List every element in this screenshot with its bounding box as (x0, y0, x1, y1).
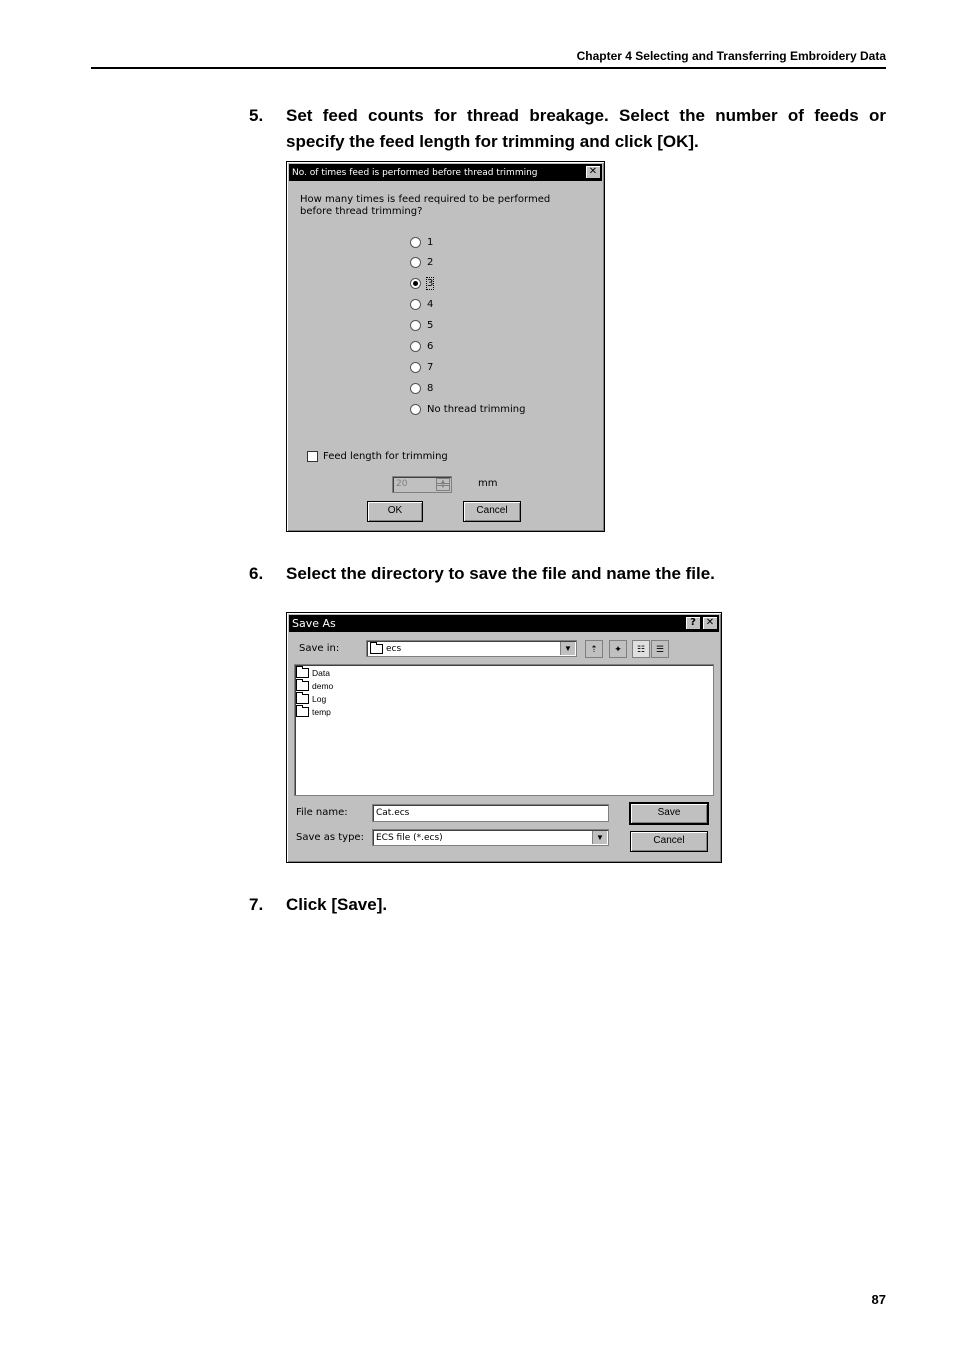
spin-down-icon[interactable]: ▼ (436, 483, 450, 491)
list-view-icon[interactable]: ☷ (632, 640, 650, 658)
step-5-number: 5. (249, 106, 264, 125)
feed-question: How many times is feed required to be performed before thread trimming? (300, 194, 551, 217)
help-icon[interactable]: ? (685, 616, 701, 630)
radio-option-5[interactable] (410, 318, 433, 332)
radio-option-2[interactable] (410, 255, 433, 269)
radio-label: 1 (427, 236, 434, 248)
radio-option-6[interactable] (410, 339, 433, 353)
radio-option-7[interactable] (410, 360, 433, 374)
running-head: Chapter 4 Selecting and Transferring Embroidery Data (576, 49, 886, 63)
save-type-select[interactable] (372, 829, 609, 846)
list-item[interactable] (296, 681, 333, 691)
radio-label: 5 (427, 319, 434, 331)
dropdown-arrow-icon[interactable]: ▼ (592, 831, 607, 844)
cancel-button[interactable]: Cancel (630, 831, 708, 852)
radio-icon (410, 362, 421, 373)
save-button[interactable]: Save (630, 803, 708, 824)
feed-length-value: 20 (396, 479, 408, 489)
header-rule (91, 67, 886, 69)
feed-length-checkbox-row[interactable] (307, 451, 448, 462)
ok-button[interactable]: OK (367, 501, 423, 522)
save-dialog-titlebar (289, 615, 719, 632)
radio-option-3[interactable] (410, 276, 433, 290)
feed-length-spinner[interactable] (392, 476, 452, 493)
feed-dialog-titlebar (289, 164, 602, 181)
folder-icon (296, 707, 309, 717)
file-name-input[interactable] (372, 804, 609, 822)
radio-option-1[interactable] (410, 235, 433, 249)
save-in-combo[interactable] (366, 640, 577, 657)
checkbox-icon (307, 451, 318, 462)
save-in-label: Save in: (299, 643, 340, 654)
radio-label: No thread trimming (427, 403, 526, 415)
step-6-number: 6. (249, 564, 264, 583)
save-in-value: ecs (386, 644, 402, 654)
folder-name: Log (312, 694, 327, 704)
radio-icon (410, 299, 421, 310)
radio-label: 8 (427, 382, 434, 394)
radio-option-8[interactable] (410, 381, 433, 395)
radio-selected-icon (410, 278, 421, 289)
folder-name: demo (312, 681, 334, 691)
folder-open-icon (370, 644, 383, 654)
radio-icon (410, 383, 421, 394)
step-7-text: Click [Save]. (286, 895, 388, 914)
folder-name: Data (312, 668, 330, 678)
radio-label: 3 (427, 277, 434, 289)
folder-icon (296, 668, 309, 678)
details-view-icon[interactable]: ☰ (651, 640, 669, 658)
feed-length-label: Feed length for trimming (323, 451, 448, 462)
up-one-level-icon[interactable]: ⇡ (585, 640, 603, 658)
unit-label: mm (478, 478, 498, 489)
radio-icon (410, 257, 421, 268)
radio-icon (410, 341, 421, 352)
save-dialog-title: Save As (292, 617, 336, 630)
radio-option-no-trim[interactable] (410, 402, 526, 416)
folder-icon (296, 681, 309, 691)
file-name-label: File name: (296, 807, 348, 818)
new-folder-icon[interactable]: ✦ (609, 640, 627, 658)
save-type-label: Save as type: (296, 832, 364, 843)
folder-icon (296, 694, 309, 704)
radio-option-4[interactable] (410, 297, 433, 311)
step-5-text: Set feed counts for thread breakage. Select the number of feeds or specify the feed length for trimming and click [OK]. (286, 106, 886, 151)
dropdown-arrow-icon[interactable]: ▼ (560, 642, 575, 655)
radio-icon (410, 320, 421, 331)
close-icon[interactable]: ✕ (585, 165, 601, 179)
radio-label: 4 (427, 298, 434, 310)
list-item[interactable] (296, 668, 330, 678)
page-number: 87 (871, 1292, 886, 1307)
step-6-text: Select the directory to save the file and name the file. (286, 564, 715, 583)
radio-icon (410, 404, 421, 415)
folder-name: temp (312, 707, 331, 717)
file-name-value: Cat.ecs (376, 808, 410, 818)
list-item[interactable] (296, 707, 331, 717)
cancel-button[interactable]: Cancel (463, 501, 521, 522)
step-7-number: 7. (249, 895, 264, 914)
file-list[interactable] (294, 664, 714, 796)
radio-label: 2 (427, 256, 434, 268)
spin-up-icon[interactable]: ▲ (436, 478, 450, 486)
radio-icon (410, 237, 421, 248)
save-type-value: ECS file (*.ecs) (376, 833, 443, 843)
radio-label: 7 (427, 361, 434, 373)
list-item[interactable] (296, 694, 326, 704)
radio-label: 6 (427, 340, 434, 352)
feed-dialog-title: No. of times feed is performed before thread trimming (292, 167, 538, 178)
close-icon[interactable]: ✕ (702, 616, 718, 630)
